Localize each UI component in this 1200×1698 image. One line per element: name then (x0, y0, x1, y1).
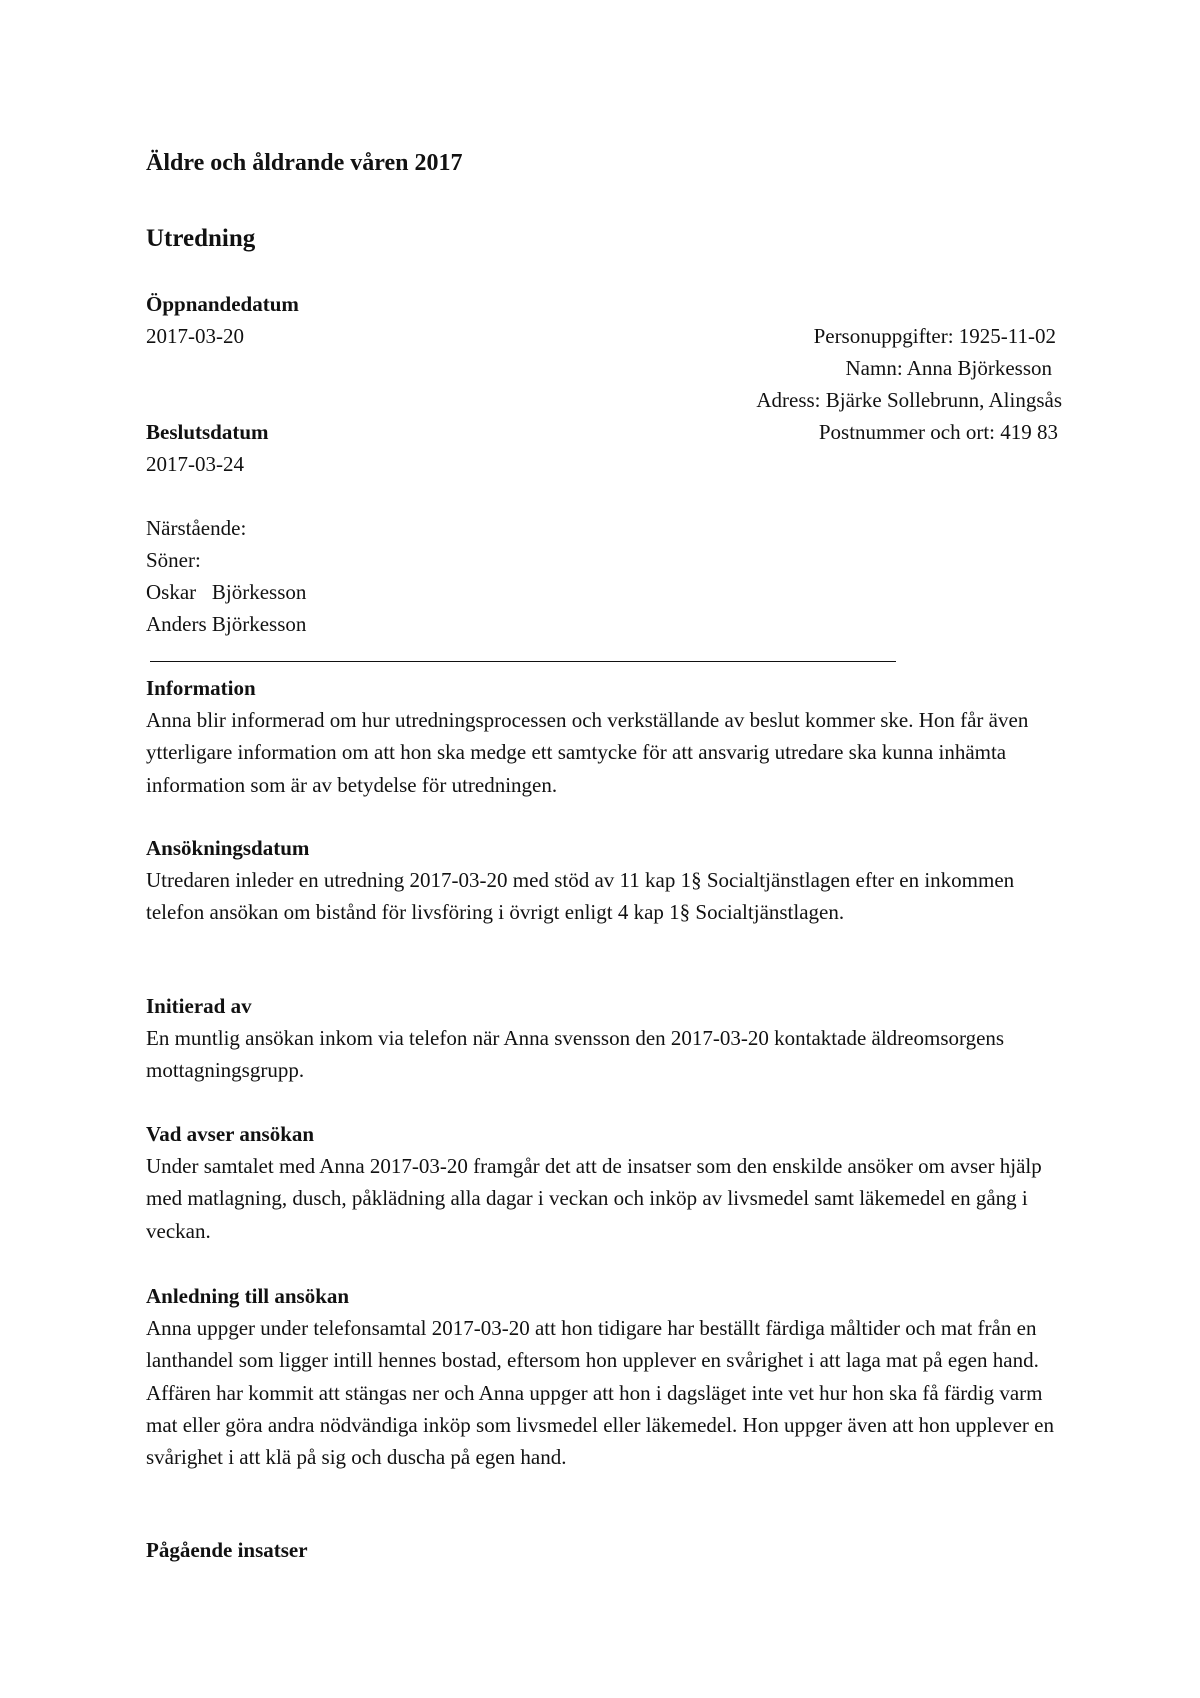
section-body: Under samtalet med Anna 2017-03-20 framgår det att de insatser som den enskilde ansöker om avser hjälp med matlagning, dusch, påklädning alla dagar i veckan och inköp av livsmedel samt läkemedel en gång i veckan. (146, 1154, 1042, 1243)
section-initiated-by (146, 990, 1076, 1087)
section-heading: Anledning till ansökan (146, 1284, 350, 1308)
document-title: Äldre och åldrande våren 2017 (146, 150, 463, 176)
section-information (146, 672, 1076, 801)
opening-date-value: 2017-03-20 (146, 324, 244, 348)
section-body: Anna blir informerad om hur utredningsprocessen och verkställande av beslut kommer ske. Hon får även ytterligare information om att hon ska medge ett samtycke för att ansvarig utredare ska kunna inhämta information som är av betydelse för utredningen. (146, 708, 1029, 797)
person-address: Adress: Bjärke Sollebrunn, Alingsås (756, 388, 1062, 412)
decision-date-label: Beslutsdatum (146, 420, 269, 444)
document-subtitle: Utredning (146, 225, 256, 252)
section-heading: Pågående insatser (146, 1538, 308, 1562)
son-name: Oskar Björkesson (146, 580, 307, 604)
son-name: Anders Björkesson (146, 612, 307, 636)
section-body: Utredaren inleder en utredning 2017-03-20 med stöd av 11 kap 1§ Socialtjänstlagen efter en inkommen telefon ansökan om bistånd för livsföring i övrigt enligt 4 kap 1§ Socialtjänstlagen. (146, 868, 1015, 925)
decision-date-value: 2017-03-24 (146, 452, 244, 476)
person-postal: Postnummer och ort: 419 83 (818, 420, 1058, 444)
horizontal-divider (150, 661, 896, 662)
opening-date-label: Öppnandedatum (146, 292, 299, 316)
personal-id: Personuppgifter: 1925-11-02 (813, 324, 1056, 348)
sons-label: Söner: (146, 548, 201, 572)
section-heading: Ansökningsdatum (146, 836, 310, 860)
section-application-scope (146, 1118, 1076, 1247)
section-heading: Initierad av (146, 994, 252, 1018)
section-heading: Information (146, 676, 256, 700)
relatives-label: Närstående: (146, 516, 247, 540)
person-name: Namn: Anna Björkesson (845, 356, 1052, 380)
section-body: En muntlig ansökan inkom via telefon när Anna svensson den 2017-03-20 kontaktade äldreomsorgens mottagningsgrupp. (146, 1026, 1005, 1083)
section-body: Anna uppger under telefonsamtal 2017-03-20 att hon tidigare har beställt färdiga måltider och mat från en lanthandel som ligger intill hennes bostad, eftersom hon upplever en svårighet i att laga mat på egen hand. Affären har kommit att stängas ner och Anna uppger att hon i dagsläget inte vet hur hon ska få färdig varm mat eller göra andra nödvändiga inköp som livsmedel eller läkemedel. Hon uppger även att hon upplever en svårighet i att klä på sig och duscha på egen hand. (146, 1316, 1054, 1470)
section-reason (146, 1280, 1076, 1473)
section-ongoing-services (146, 1534, 1076, 1566)
section-heading: Vad avser ansökan (146, 1122, 315, 1146)
section-application-date (146, 832, 1076, 929)
